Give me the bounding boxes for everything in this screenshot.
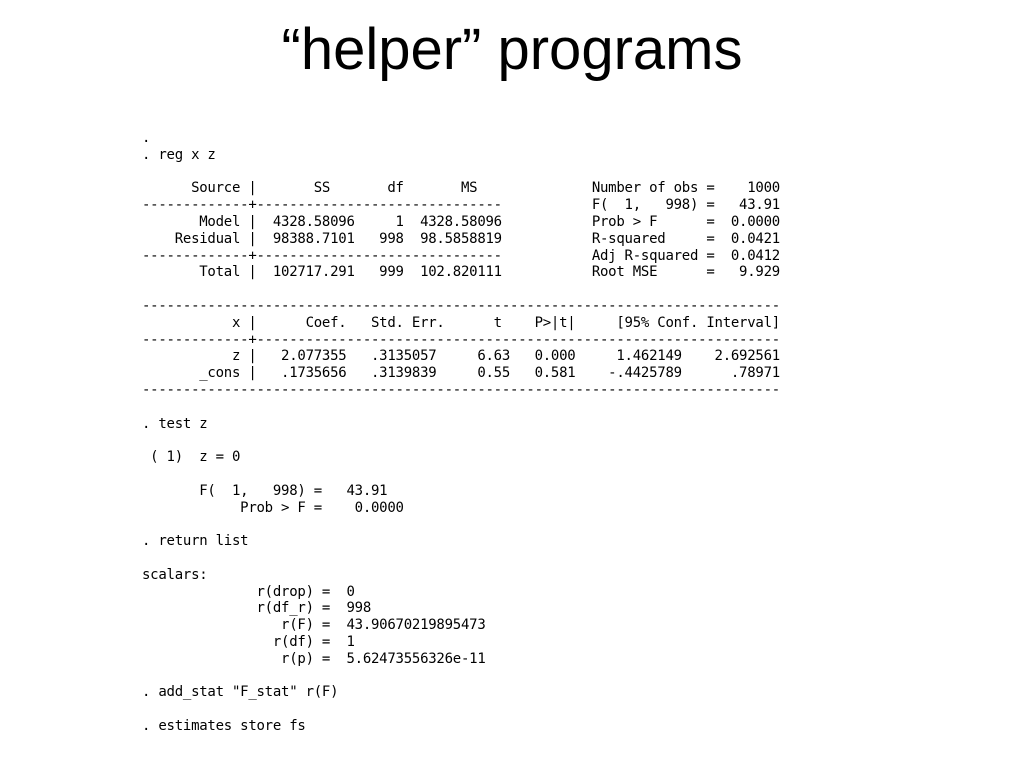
scalar-df-r: r(df_r) = 998 <box>142 600 372 617</box>
test-prob: Prob > F = 0.0000 <box>142 499 404 516</box>
anova-row-total: Total | 102717.291 999 102.820111 Root MSE = 9.929 <box>142 264 780 281</box>
coef-table-header: x | Coef. Std. Err. t P>|t| [95% Conf. Interval] <box>142 314 780 331</box>
stata-output-console <box>142 130 780 735</box>
estimates-store-command: . estimates store fs <box>142 717 306 734</box>
add-stat-command: . add_stat "F_stat" r(F) <box>142 684 339 701</box>
return-list-command: . return list <box>142 533 249 550</box>
slide-title: “helper” programs <box>281 17 743 82</box>
scalar-f: r(F) = 43.90670219895473 <box>142 617 486 634</box>
console-line <box>142 164 780 181</box>
coef-table-rule: ------------------------------------------------------------------------------ <box>142 297 780 314</box>
console-line <box>142 432 780 449</box>
scalars-heading: scalars: <box>142 566 208 583</box>
test-f-stat: F( 1, 998) = 43.91 <box>142 482 388 499</box>
console-line <box>142 701 780 718</box>
console-line <box>142 516 780 533</box>
coef-row-z: z | 2.077355 .3135057 6.63 0.000 1.462149 2.692561 <box>142 348 780 365</box>
anova-row-model: Model | 4328.58096 1 4328.58096 Prob > F = 0.0000 <box>142 213 780 230</box>
scalar-p: r(p) = 5.62473556326e-11 <box>142 650 486 667</box>
console-line <box>142 550 780 567</box>
console-line: . <box>142 130 151 146</box>
console-line <box>142 668 780 685</box>
coef-table-rule: ------------------------------------------------------------------------------ <box>142 381 780 398</box>
console-line <box>142 466 780 483</box>
anova-table-divider: -------------+------------------------------ F( 1, 998) = 43.91 <box>142 197 780 214</box>
test-command: . test z <box>142 415 208 432</box>
anova-row-residual: Residual | 98388.7101 998 98.5858819 R-squared = 0.0421 <box>142 230 780 247</box>
console-line: . reg x z <box>142 146 216 163</box>
coef-row-cons: _cons | .1735656 .3139839 0.55 0.581 -.4425789 .78971 <box>142 365 780 382</box>
test-hypothesis: ( 1) z = 0 <box>142 449 241 466</box>
console-line <box>142 281 780 298</box>
scalar-df: r(df) = 1 <box>142 633 355 650</box>
console-line <box>142 399 780 416</box>
anova-table-divider: -------------+------------------------------ Adj R-squared = 0.0412 <box>142 247 780 264</box>
coef-table-divider: -------------+---------------------------------------------------------------- <box>142 331 780 348</box>
scalar-drop: r(drop) = 0 <box>142 583 355 600</box>
anova-table-header: Source | SS df MS Number of obs = 1000 <box>142 180 780 197</box>
